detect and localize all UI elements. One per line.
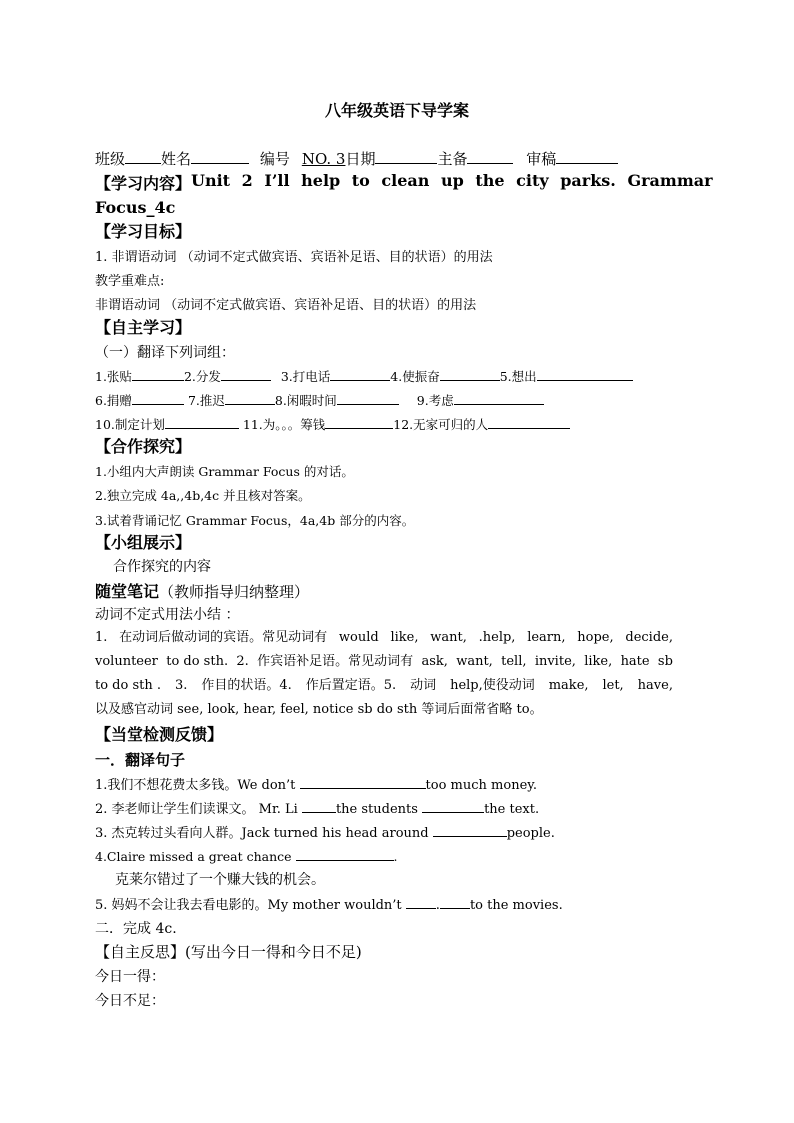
self-study-sub: （一）翻译下列词组： xyxy=(95,345,235,361)
class-blank[interactable] xyxy=(125,150,161,164)
page-title: 八年级英语下导学案 xyxy=(324,101,469,120)
word: 1. xyxy=(95,630,108,645)
goal-item: 1. 非谓语动词 （动词不定式做宾语、宾语补足语、目的状语）的用法 xyxy=(95,250,493,265)
review-blank[interactable] xyxy=(556,150,618,164)
date-label: 日期 xyxy=(345,150,376,168)
host-label: 主备 xyxy=(437,150,468,168)
sentence-4-chinese: 克莱尔错过了一个赚大钱的机会。 xyxy=(115,872,325,888)
answer-blank[interactable] xyxy=(537,367,633,381)
answer-blank[interactable] xyxy=(225,391,275,405)
word: 在动词后做动词的宾语。常见动词有 xyxy=(119,630,328,645)
phrase-item: 3.打电话 xyxy=(280,369,331,384)
number-value: NO. 3 xyxy=(301,150,346,168)
group-show-heading: 【小组展示】 xyxy=(95,533,192,552)
word: like, xyxy=(584,654,613,669)
word: ask, xyxy=(421,654,448,669)
feedback-heading: 【当堂检测反馈】 xyxy=(95,725,224,744)
word: invite, xyxy=(534,654,576,669)
answer-blank[interactable] xyxy=(302,799,336,813)
review-label: 审稿 xyxy=(526,150,557,168)
answer-blank[interactable] xyxy=(132,367,184,381)
sentence-text: 5. 妈妈不会让我去看电影的。My mother wouldn’t xyxy=(95,898,406,913)
answer-blank[interactable] xyxy=(300,775,426,789)
word: 2. xyxy=(236,654,249,669)
word: 作后置定语。5. xyxy=(305,678,397,693)
cooperation-item: 1.小组内大声朗读 Grammar Focus 的对话。 xyxy=(95,464,354,479)
answer-blank[interactable] xyxy=(221,367,271,381)
sentence-text: the students xyxy=(335,802,423,817)
date-blank[interactable] xyxy=(375,150,437,164)
sentence-text: people. xyxy=(506,826,555,841)
answer-blank[interactable] xyxy=(454,391,544,405)
learning-content xyxy=(95,171,713,217)
phrase-item: 2.分发 xyxy=(183,369,221,384)
word: hate xyxy=(620,654,650,669)
sentence-4 xyxy=(95,847,398,864)
key-points-text: 非谓语动词 （动词不定式做宾语、宾语补足语、目的状语）的用法 xyxy=(95,298,477,313)
group-show-text: 合作探究的内容 xyxy=(113,559,211,575)
word: would xyxy=(338,630,379,645)
notes-heading-bold: 随堂笔记 xyxy=(95,582,160,601)
sentence-1 xyxy=(95,774,537,793)
sentence-3 xyxy=(95,822,555,841)
answer-blank[interactable] xyxy=(330,367,390,381)
answer-blank[interactable] xyxy=(132,391,184,405)
sentence-text: 2. 李老师让学生们读课文。 Mr. Li xyxy=(95,802,302,817)
word: want, xyxy=(456,654,493,669)
notes-line xyxy=(95,626,673,650)
answer-blank[interactable] xyxy=(422,799,484,813)
phrase-item: 10.制定计划 xyxy=(95,417,165,432)
header-line xyxy=(95,148,618,169)
sentence-text: . xyxy=(435,898,440,913)
phrase-item: 9.考虑 xyxy=(416,393,454,408)
notes-heading-rest: （教师指导归纳整理） xyxy=(159,583,310,601)
sentence-text: 1.我们不想花费太多钱。We don’t xyxy=(95,778,300,793)
learning-content-title: Unit 2 I’ll help to clean up the city parks. Grammar xyxy=(191,171,713,190)
answer-blank[interactable] xyxy=(433,823,507,837)
number-label: 编号 xyxy=(259,150,290,168)
word: sb xyxy=(657,654,673,669)
word: 动词 xyxy=(410,678,437,693)
sentence-5 xyxy=(95,894,563,913)
phrase-item: 12.无家可归的人 xyxy=(393,417,489,432)
notes-summary: 动词不定式用法小结 ： xyxy=(95,607,240,623)
phrase-item: 6.捐赠 xyxy=(95,393,132,408)
goals-heading: 【学习目标】 xyxy=(95,222,192,241)
name-label: 姓名 xyxy=(161,150,192,168)
answer-blank[interactable] xyxy=(325,415,393,429)
answer-blank[interactable] xyxy=(165,415,239,429)
cooperation-heading: 【合作探究】 xyxy=(95,437,192,456)
phrase-item: 5.想出 xyxy=(499,369,537,384)
sentence-text: . xyxy=(393,849,398,864)
word: volunteer xyxy=(95,654,158,669)
cooperation-item: 3.试着背诵记忆 Grammar Focus，4a,4b 部分的内容。 xyxy=(95,513,415,528)
word: to do sth. xyxy=(166,654,229,669)
feedback-part2: 二．完成 4c. xyxy=(95,921,177,937)
answer-blank[interactable] xyxy=(337,391,399,405)
answer-blank[interactable] xyxy=(488,415,570,429)
word: want, xyxy=(430,630,467,645)
answer-blank[interactable] xyxy=(440,367,500,381)
word: like, xyxy=(390,630,419,645)
phrase-item: 11.为。。。筹钱 xyxy=(242,417,326,432)
phrase-item: 7.推迟 xyxy=(187,393,225,408)
phrase-item: 8.闲暇时间 xyxy=(274,393,337,408)
name-blank[interactable] xyxy=(191,150,249,164)
reflection-heading: 【自主反思】(写出今日一得和今日不足) xyxy=(95,943,362,961)
phrase-row-3 xyxy=(95,415,570,433)
word: help,使役动词 xyxy=(450,678,535,693)
class-label: 班级 xyxy=(95,150,126,168)
word: tell, xyxy=(501,654,527,669)
answer-blank[interactable] xyxy=(406,895,436,909)
notes-line: 以及感官动词 see, look, hear, feel, notice sb do sth 等词后面常省略 to。 xyxy=(95,702,543,717)
sentence-text: to the movies. xyxy=(469,898,563,913)
key-points-label: 教学重难点: xyxy=(95,274,165,289)
sentence-text: the text. xyxy=(484,802,540,817)
phrase-row-1 xyxy=(95,367,633,385)
reflection-gain: 今日一得： xyxy=(95,969,165,985)
word: to do sth . xyxy=(95,678,161,693)
learning-content-title-cont: Focus_4c xyxy=(95,198,176,217)
word: let, xyxy=(602,678,624,693)
phrase-item: 4.使振奋 xyxy=(390,369,440,384)
notes-heading xyxy=(95,579,309,602)
notes-line xyxy=(95,650,673,674)
sentence-text: 4.Claire missed a great chance xyxy=(95,849,296,864)
word: make, xyxy=(548,678,589,693)
sentence-text: 3. 杰克转过头看向人群。Jack turned his head around xyxy=(95,826,433,841)
word: learn, xyxy=(527,630,566,645)
sentence-text: too much money. xyxy=(425,778,538,793)
word: .help, xyxy=(478,630,516,645)
host-blank[interactable] xyxy=(467,150,513,164)
word: have, xyxy=(637,678,673,693)
answer-blank[interactable] xyxy=(296,847,394,861)
word: 3. xyxy=(174,678,188,693)
phrase-row-2 xyxy=(95,391,544,409)
word: 作目的状语。4. xyxy=(201,678,292,693)
sentence-2 xyxy=(95,798,539,817)
word: hope, xyxy=(577,630,614,645)
notes-paragraph xyxy=(95,626,675,722)
notes-line xyxy=(95,674,673,698)
learning-content-label: 【学习内容】 xyxy=(95,174,192,193)
answer-blank[interactable] xyxy=(440,895,470,909)
cooperation-item: 2.独立完成 4a,,4b,4c 并且核对答案。 xyxy=(95,488,311,503)
phrase-item: 1.张贴 xyxy=(95,369,132,384)
word: 作宾语补足语。常见动词有 xyxy=(257,654,414,669)
self-study-heading: 【自主学习】 xyxy=(95,318,192,337)
feedback-part1: 一．翻译句子 xyxy=(95,751,186,769)
reflection-lack: 今日不足： xyxy=(95,993,165,1009)
word: decide, xyxy=(625,630,673,645)
